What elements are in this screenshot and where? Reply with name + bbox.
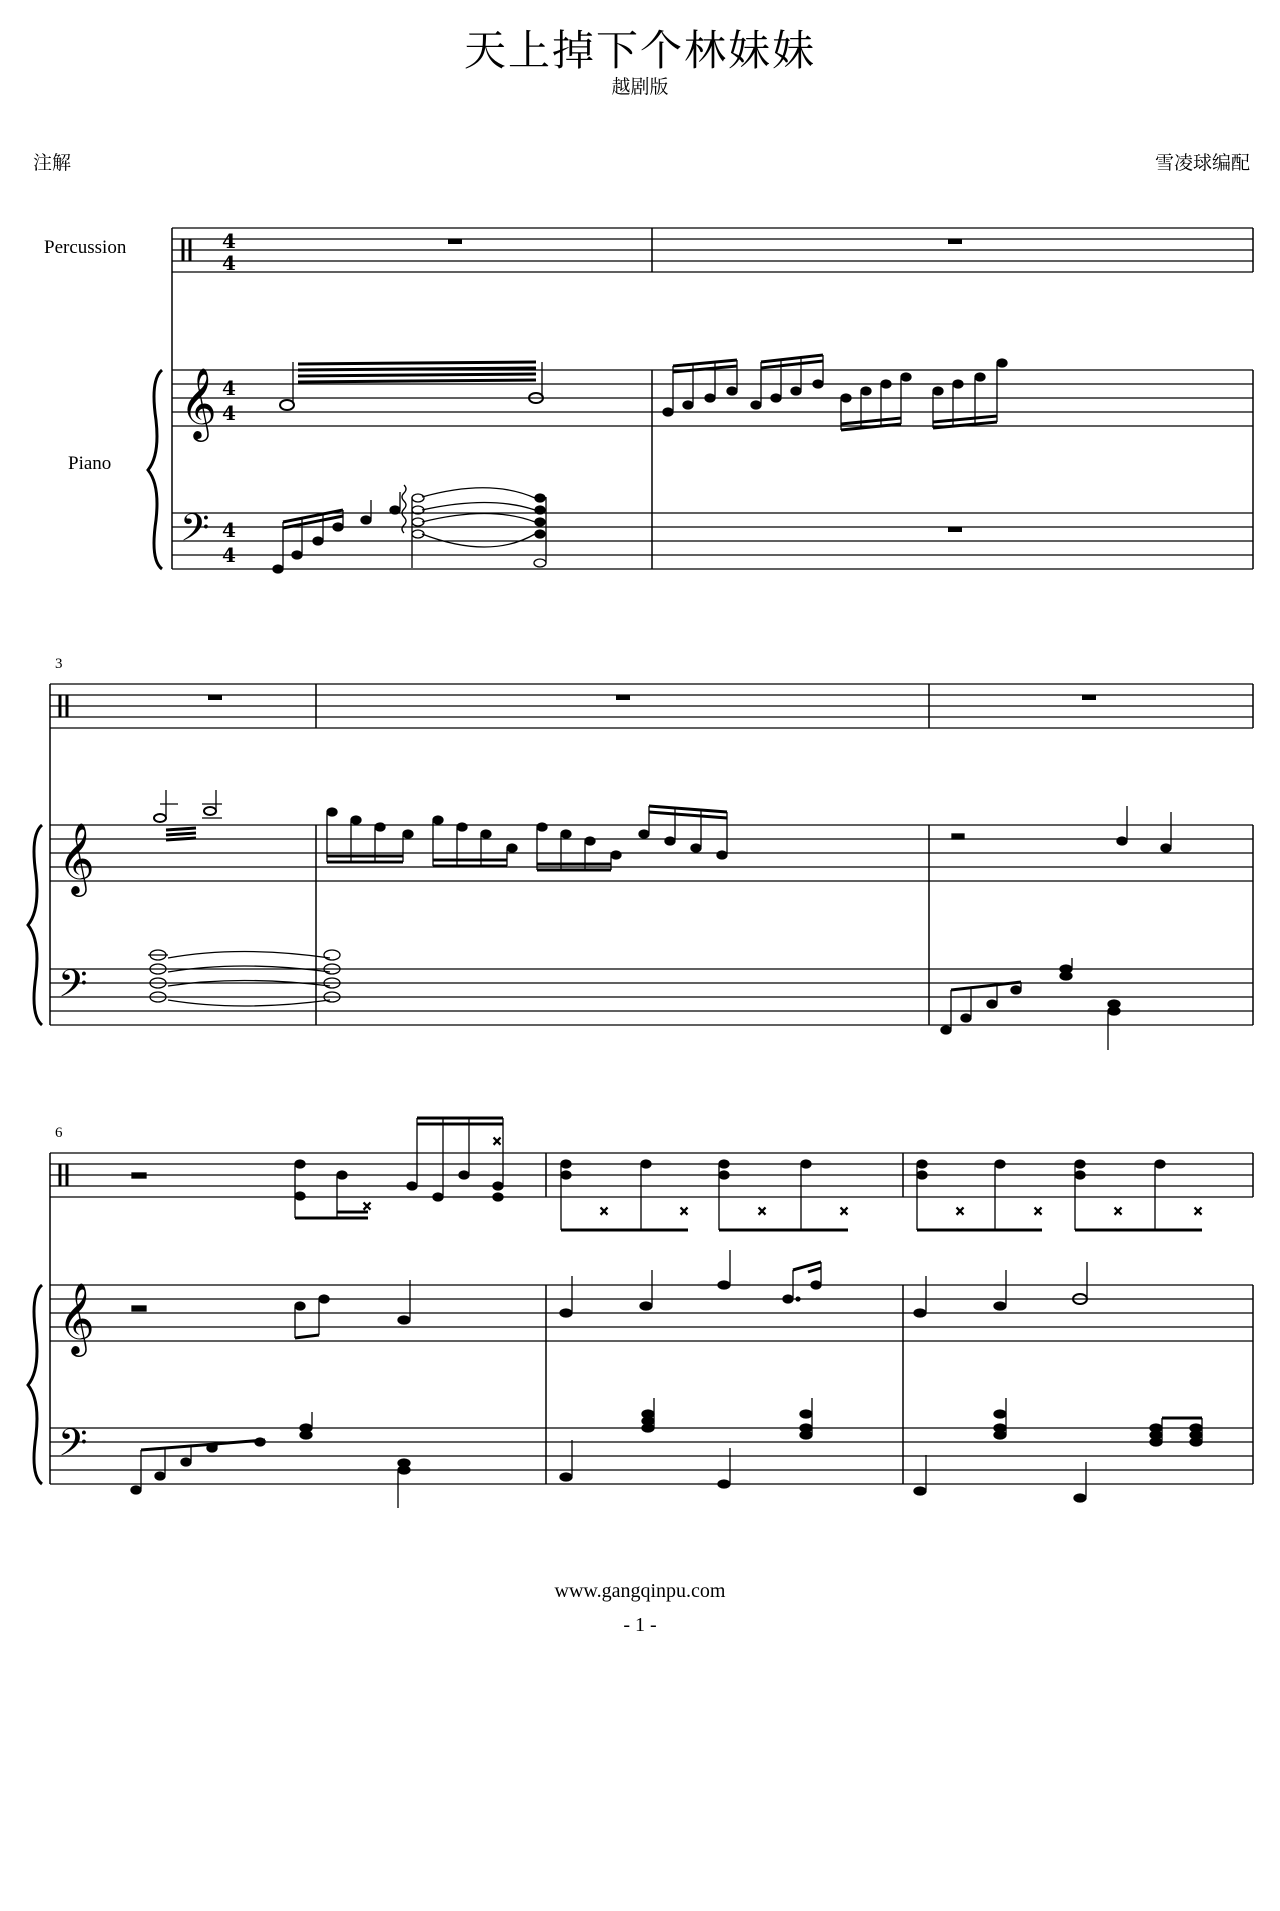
- percussion-staff: [172, 228, 1253, 272]
- svg-text:×: ×: [1033, 1204, 1044, 1218]
- svg-text:×: ×: [492, 1134, 503, 1148]
- piano-brace: [28, 1285, 42, 1484]
- measure-number: 3: [55, 656, 63, 672]
- time-sig-top: 4: [222, 376, 236, 400]
- bass-clef: 𝄢: [58, 961, 88, 1015]
- treble-clef: 𝄞: [58, 821, 95, 894]
- svg-text:×: ×: [955, 1204, 966, 1218]
- svg-text:×: ×: [599, 1204, 610, 1218]
- whole-rest: [948, 527, 962, 532]
- svg-text:×: ×: [679, 1204, 690, 1218]
- svg-text:×: ×: [362, 1199, 373, 1213]
- treble-clef: 𝄞: [180, 366, 217, 439]
- whole-rest: [1082, 695, 1096, 700]
- system-3: [28, 1118, 1253, 1508]
- piano-bass-staff: [172, 513, 1253, 569]
- measure-number: 6: [55, 1125, 63, 1141]
- annotation-label: 注解: [33, 152, 72, 174]
- sixteenth-run: [663, 355, 1007, 430]
- score-subtitle: 越剧版: [611, 76, 669, 98]
- svg-text:×: ×: [757, 1204, 768, 1218]
- system-2: [28, 684, 1253, 1050]
- time-sig-bottom: 4: [222, 401, 236, 425]
- time-sig-bottom: 4: [222, 251, 236, 275]
- whole-rest: [948, 239, 962, 244]
- whole-rest: [448, 239, 462, 244]
- whole-rest: [208, 695, 222, 700]
- arranger-credit: 雪凌球编配: [1154, 152, 1250, 174]
- system-1: [148, 228, 1253, 573]
- piano-brace: [148, 370, 162, 569]
- time-sig-bottom: 4: [222, 543, 236, 567]
- piano-brace: [28, 825, 42, 1025]
- bass-run: [273, 485, 546, 573]
- whole-rest: [616, 695, 630, 700]
- treble-clef: 𝄞: [58, 1281, 95, 1354]
- svg-text:×: ×: [839, 1204, 850, 1218]
- bass-clef: 𝄢: [180, 505, 210, 559]
- svg-text:×: ×: [1113, 1204, 1124, 1218]
- svg-text:×: ×: [1193, 1204, 1204, 1218]
- time-sig-top: 4: [222, 518, 236, 542]
- footer-website: www.gangqinpu.com: [554, 1580, 726, 1602]
- time-sig-top: 4: [222, 229, 236, 253]
- bass-clef: 𝄢: [58, 1420, 88, 1474]
- tremolo-notes: [280, 362, 543, 410]
- instrument-label-percussion: Percussion: [44, 237, 127, 258]
- percussion-pattern: [561, 1160, 1203, 1230]
- score-title: 天上掉下个林妹妹: [463, 26, 816, 75]
- page-number: - 1 -: [623, 1614, 657, 1636]
- instrument-label-piano: Piano: [68, 453, 112, 474]
